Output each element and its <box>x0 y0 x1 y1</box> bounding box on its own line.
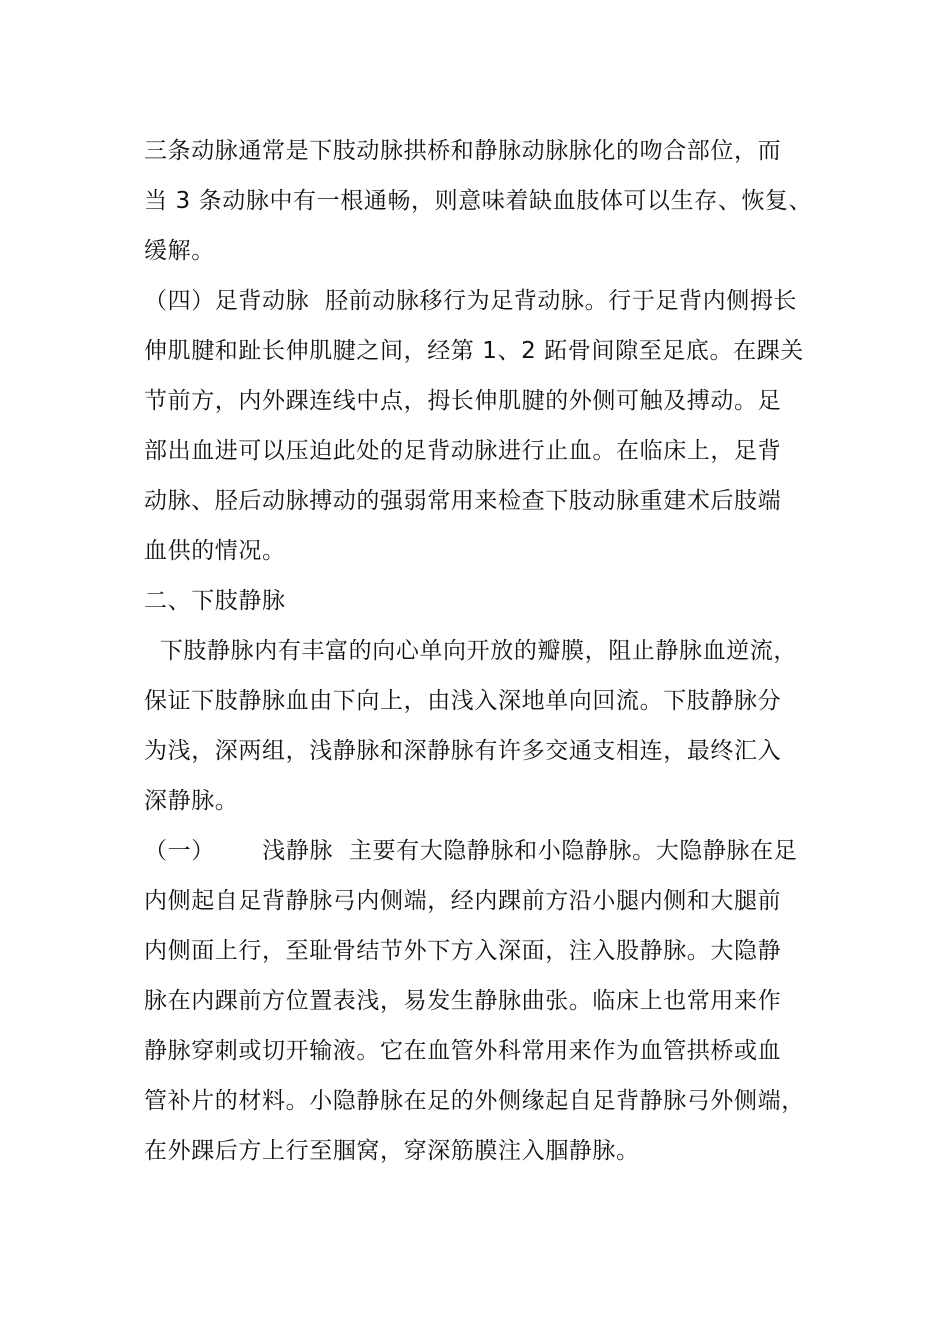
text-line: 深静脉。 <box>144 788 239 814</box>
text-line: 管补片的材料。小隐静脉在足的外侧缘起自足背静脉弓外侧端， <box>144 1088 805 1114</box>
text-line: 三条动脉通常是下肢动脉拱桥和静脉动脉脉化的吻合部位，而 <box>144 138 782 164</box>
text-line: 血供的情况。 <box>144 538 286 564</box>
text-line: 当 3 条动脉中有一根通畅，则意味着缺血肢体可以生存、恢复、 <box>144 188 813 214</box>
text-line: 内侧起自足背静脉弓内侧端，经内踝前方沿小腿内侧和大腿前 <box>144 888 782 914</box>
text-line: 下肢静脉内有丰富的向心单向开放的瓣膜，阻止静脉血逆流， <box>144 638 798 664</box>
text-line: 为浅，深两组，浅静脉和深静脉有许多交通支相连，最终汇入 <box>144 738 782 764</box>
text-line: 脉在内踝前方位置表浅，易发生静脉曲张。临床上也常用来作 <box>144 988 782 1014</box>
text-line: 动脉、胫后动脉搏动的强弱常用来检查下肢动脉重建术后肢端 <box>144 488 782 514</box>
text-line: 在外踝后方上行至腘窝，穿深筋膜注入腘静脉。 <box>144 1138 640 1164</box>
text-line: 伸肌腱和趾长伸肌腱之间，经第 1、2 跖骨间隙至足底。在踝关 <box>144 338 804 364</box>
section-heading-veins: 二、下肢静脉 <box>144 588 286 614</box>
text-line: 节前方，内外踝连线中点，拇长伸肌腱的外侧可触及搏动。足 <box>144 388 782 414</box>
text-line: 缓解。 <box>144 238 215 264</box>
text-line: 静脉穿刺或切开输液。它在血管外科常用来作为血管拱桥或血 <box>144 1038 782 1064</box>
text-line: 保证下肢静脉血由下向上，由浅入深地单向回流。下肢静脉分 <box>144 688 782 714</box>
text-line: 内侧面上行，至耻骨结节外下方入深面，注入股静脉。大隐静 <box>144 938 782 964</box>
section-heading-superficial-veins: （一） 浅静脉 主要有大隐静脉和小隐静脉。大隐静脉在足 <box>144 838 798 864</box>
text-line: 部出血进可以压迫此处的足背动脉进行止血。在临床上，足背 <box>144 438 782 464</box>
section-heading-dorsalis-pedis: （四）足背动脉 胫前动脉移行为足背动脉。行于足背内侧拇长 <box>144 288 798 314</box>
